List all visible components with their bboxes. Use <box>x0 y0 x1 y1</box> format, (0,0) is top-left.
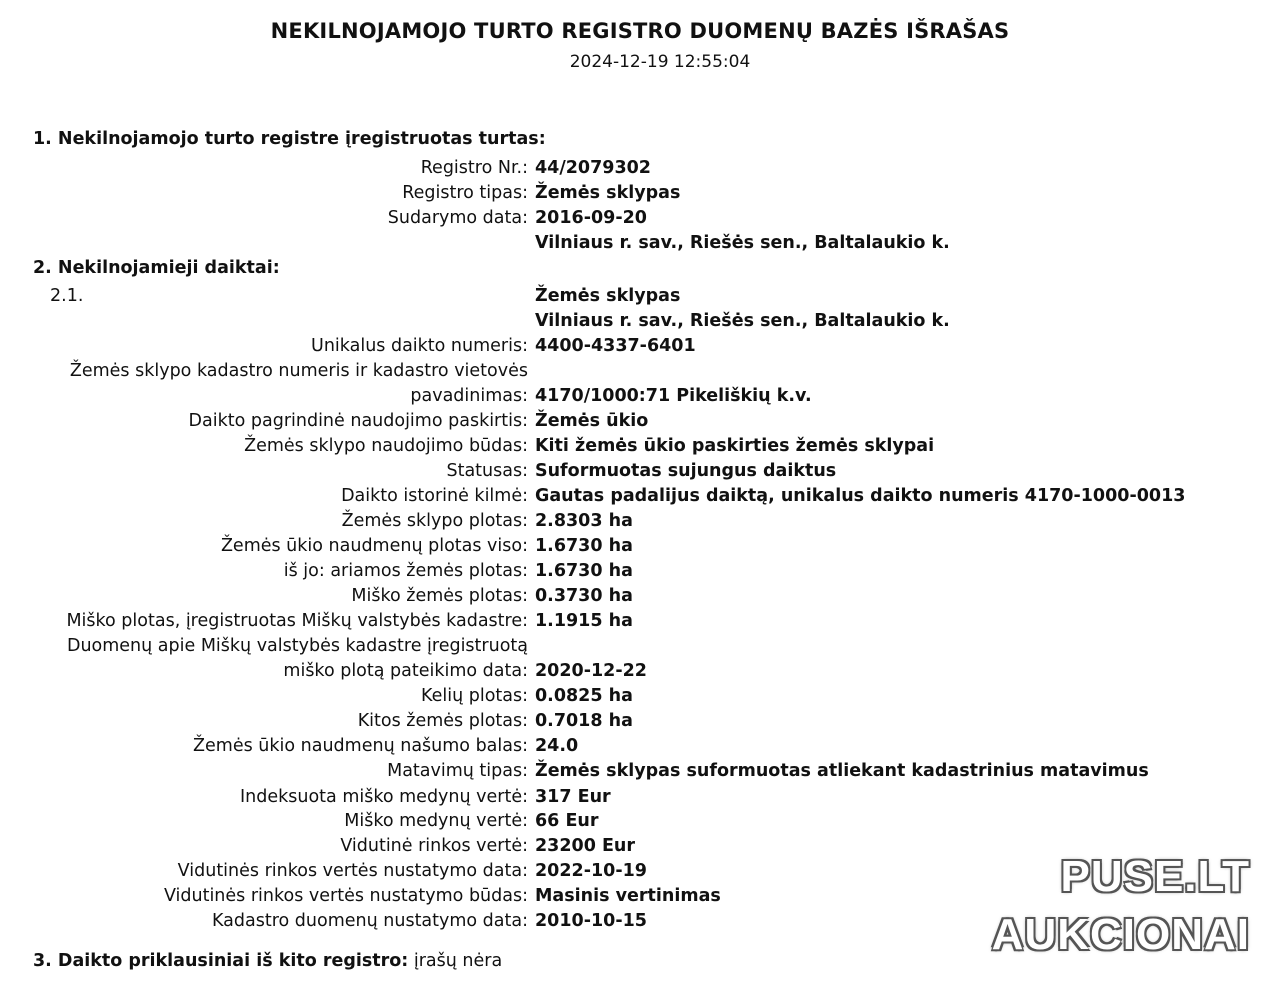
item-type: Žemės sklypas <box>535 286 681 306</box>
document-timestamp: 2024-12-19 12:55:04 <box>569 52 751 72</box>
measurement-type-row <box>0 759 1280 784</box>
field-label: miško plotą pateikimo data: <box>283 661 528 681</box>
field-value: 1.6730 ha <box>535 536 633 556</box>
productivity-score-row <box>0 734 1280 759</box>
field-label: Registro tipas: <box>402 183 528 203</box>
field-label: Žemės sklypo naudojimo būdas: <box>244 436 528 456</box>
field-label: Registro Nr.: <box>420 158 528 178</box>
agri-area-row <box>0 534 1280 559</box>
field-label: Žemės sklypo plotas: <box>341 511 528 531</box>
field-label: Indeksuota miško medynų vertė: <box>240 787 528 807</box>
section-1-heading: 1. Nekilnojamojo turto registre įregistruotas turtas: <box>33 129 546 149</box>
field-value: 0.0825 ha <box>535 686 633 706</box>
purpose-row <box>0 409 1280 434</box>
address-row <box>0 231 1280 256</box>
field-label: Kadastro duomenų nustatymo data: <box>212 911 528 931</box>
registry-number-row <box>0 156 1280 181</box>
field-value: 23200 Eur <box>535 836 636 856</box>
field-label: Daikto pagrindinė naudojimo paskirtis: <box>188 411 528 431</box>
field-label: Žemės sklypo kadastro numeris ir kadastro vietovės <box>69 361 528 381</box>
field-value: 2.8303 ha <box>535 511 633 531</box>
field-value: Masinis vertinimas <box>535 886 721 906</box>
roads-area-row <box>0 684 1280 709</box>
field-value: 2022-10-19 <box>535 861 647 881</box>
field-value: 1.6730 ha <box>535 561 633 581</box>
field-value: Gautas padalijus daiktą, unikalus daikto numeris 4170-1000-0013 <box>535 486 1186 506</box>
field-value: Suformuotas sujungus daiktus <box>535 461 837 481</box>
timber-value-row <box>0 809 1280 834</box>
field-label: Vidutinės rinkos vertės nustatymo būdas: <box>163 886 528 906</box>
field-label: Statusas: <box>446 461 528 481</box>
forest-data-label-row <box>0 634 1280 659</box>
field-value: Kiti žemės ūkio paskirties žemės sklypai <box>535 436 935 456</box>
field-value: 2020-12-22 <box>535 661 647 681</box>
field-label: Vidutinė rinkos vertė: <box>340 836 528 856</box>
item-row <box>0 284 1280 309</box>
arable-area-row <box>0 559 1280 584</box>
field-label: Miško žemės plotas: <box>351 586 528 606</box>
field-value: 2016-09-20 <box>535 208 647 228</box>
field-value: 4170/1000:71 Pikeliškių k.v. <box>535 386 812 406</box>
forest-data-date-row <box>0 659 1280 684</box>
field-label: Žemės ūkio naudmenų plotas viso: <box>220 536 528 556</box>
origin-row <box>0 484 1280 509</box>
field-value: 24.0 <box>535 736 579 756</box>
section-3 <box>33 951 502 971</box>
status-row <box>0 459 1280 484</box>
section-3-value: įrašų nėra <box>413 951 503 971</box>
field-value: Žemės ūkio <box>535 411 649 431</box>
field-value: 1.1915 ha <box>535 611 633 631</box>
field-value: Žemės sklypas <box>535 183 681 203</box>
watermark-line-2: AUKCIONAI <box>991 910 1250 959</box>
field-label: Kitos žemės plotas: <box>357 711 528 731</box>
field-value: 4400-4337-6401 <box>535 336 696 356</box>
forest-registered-area-row <box>0 609 1280 634</box>
section-3-heading: 3. Daikto priklausiniai iš kito registro: <box>33 951 409 971</box>
forest-land-area-row <box>0 584 1280 609</box>
field-value: 0.7018 ha <box>535 711 633 731</box>
field-label: Unikalus daikto numeris: <box>311 336 528 356</box>
cadastre-label-row <box>0 359 1280 384</box>
creation-date-row <box>0 206 1280 231</box>
field-label: Matavimų tipas: <box>387 761 528 781</box>
field-value: Žemės sklypas suformuotas atliekant kadastrinius matavimus <box>535 761 1149 781</box>
field-value: Vilniaus r. sav., Riešės sen., Baltalaukio k. <box>535 233 950 253</box>
indexed-timber-value-row <box>0 785 1280 810</box>
registry-type-row <box>0 181 1280 206</box>
watermark-line-1: PUSE.LT <box>1060 852 1250 901</box>
field-label: pavadinimas: <box>410 386 528 406</box>
field-label: Kelių plotas: <box>420 686 528 706</box>
field-value: 317 Eur <box>535 787 611 807</box>
item-address-row <box>0 309 1280 334</box>
section-2-heading: 2. Nekilnojamieji daiktai: <box>33 258 280 278</box>
field-label: Žemės ūkio naudmenų našumo balas: <box>193 736 528 756</box>
field-label: iš jo: ariamos žemės plotas: <box>283 561 528 581</box>
field-label: Duomenų apie Miškų valstybės kadastre įregistruotą <box>66 636 528 656</box>
plot-area-row <box>0 509 1280 534</box>
field-label: Miško medynų vertė: <box>344 811 528 831</box>
field-value: 44/2079302 <box>535 158 651 178</box>
document-title: NEKILNOJAMOJO TURTO REGISTRO DUOMENŲ BAZĖS IŠRAŠAS <box>270 19 1010 43</box>
field-value: 2010-10-15 <box>535 911 647 931</box>
usage-mode-row <box>0 434 1280 459</box>
unique-number-row <box>0 334 1280 359</box>
other-land-area-row <box>0 709 1280 734</box>
field-label: Daikto istorinė kilmė: <box>341 486 528 506</box>
field-label: Sudarymo data: <box>387 208 528 228</box>
field-value: 0.3730 ha <box>535 586 633 606</box>
item-address: Vilniaus r. sav., Riešės sen., Baltalaukio k. <box>535 311 950 331</box>
item-number: 2.1. <box>50 286 84 306</box>
cadastre-row <box>0 384 1280 409</box>
field-label: Miško plotas, įregistruotas Miškų valstybės kadastre: <box>66 611 528 631</box>
field-value: 66 Eur <box>535 811 599 831</box>
field-label: Vidutinės rinkos vertės nustatymo data: <box>177 861 528 881</box>
